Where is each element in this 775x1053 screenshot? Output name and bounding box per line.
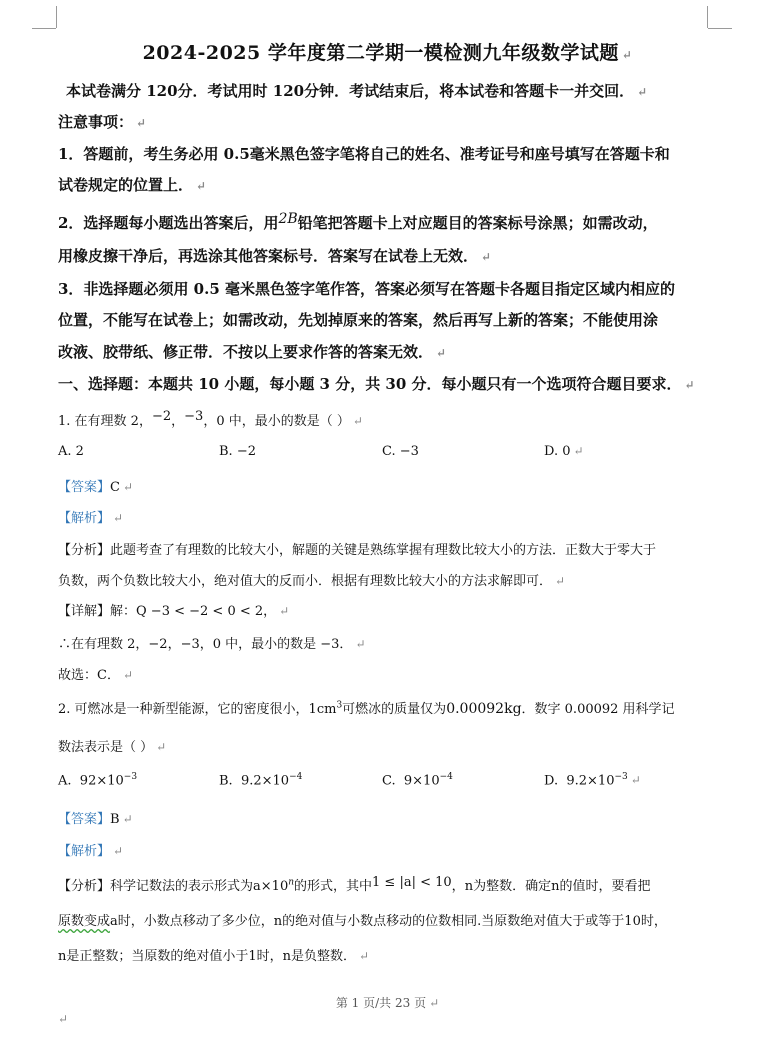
pencil-grade-symbol: 2B [278, 211, 298, 227]
crop-mark-top-left-vertical [56, 6, 57, 28]
page-title: 2024-2025 学年度第二学期一模检测九年级数学试题 ↵ [142, 42, 633, 64]
question-2-stem-line-2: 数法表示是（ ） ↵ [58, 740, 167, 755]
question-1-option-b: B. −2 [219, 444, 256, 459]
question-2-fenxi-line-3: n是正整数；当原数的绝对值小于1时，n是负整数． ↵ [58, 949, 370, 964]
question-2-stem-line-1: 2. 可燃冰是一种新型能源，它的密度很小，$1cm^3$可燃冰的质量仅为0.00092kg．数字 0.00092 用科学记 [58, 700, 675, 717]
trailing-paragraph-mark: ↵ [58, 1012, 69, 1026]
notice-2-line-2: 用橡皮擦干净后，再选涂其他答案标号．答案写在试卷上无效． ↵ [58, 247, 492, 265]
question-1-answer: 【答案】C ↵ [58, 480, 134, 495]
crop-mark-top-right [708, 28, 732, 29]
question-2-fenxi-line-2: 原数变成a时，小数点移动了多少位，n的绝对值与小数点移动的位数相同.当原数绝对值大于或等于10时， [58, 914, 667, 929]
question-2-answer: 【答案】B ↵ [58, 812, 133, 827]
question-2-option-c: C. $9\times 10^{-4}$ [382, 772, 453, 789]
notice-heading: 注意事项： ↵ [58, 113, 147, 131]
question-1-fenxi-line-1: 【分析】此题考查了有理数的比较大小，解题的关键是熟练掌握有理数比较大小的方法．正数大于零大于 [58, 543, 657, 558]
question-1-conclusion: 故选：C． ↵ [58, 668, 134, 683]
question-1-detail: 【详解】解：Q −3 < −2 < 0 < 2， ↵ [58, 604, 290, 619]
question-1-stem: 1. 在有理数 2，−2，−3，0 中，最小的数是（ ） ↵ [58, 409, 363, 429]
notice-3-line-2: 位置，不能写在试卷上；如需改动，先划掉原来的答案，然后再写上新的答案；不能使用涂 [58, 311, 659, 329]
question-2-fenxi-line-1: 【分析】科学记数法的表示形式为$a\times 10^n$的形式，其中1 ≤ |a| < 10，n为整数．确定n的值时，要看把 [58, 875, 651, 894]
question-1-therefore: ∴在有理数 2，−2，−3，0 中，最小的数是 −3． ↵ [58, 637, 366, 652]
question-1-option-d: D. 0 ↵ [544, 444, 584, 459]
intro-paragraph: 本试卷满分 120分．考试用时 120分钟．考试结束后，将本试卷和答题卡一并交回． ↵ [66, 82, 648, 100]
notice-1-line-1: 1．答题前，考生务必用 0.5毫米黑色签字笔将自己的姓名、准考证号和座号填写在答题卡和 [58, 145, 670, 163]
question-1-option-c: C. −3 [382, 444, 419, 459]
crop-mark-top-left [32, 28, 56, 29]
question-2-option-a: A. $92\times 10^{-3}$ [58, 772, 138, 789]
page-footer: 第 1 页/共 23 页 ↵ [335, 996, 440, 1010]
crop-mark-top-right-vertical [707, 6, 708, 28]
question-1-analysis-label: 【解析】 ↵ [58, 511, 124, 526]
question-2-option-d: D. $9.2\times 10^{-3}$ ↵ [544, 772, 641, 789]
notice-2-line-1: 2．选择题每小题选出答案后，用2B铅笔把答题卡上对应题目的答案标号涂黑；如需改动， [58, 211, 658, 232]
notice-3-line-1: 3．非选择题必须用 0.5 毫米黑色签字笔作答，答案必须写在答题卡各题目指定区域内相应的 [58, 280, 675, 298]
question-2-option-b: B. $9.2\times 10^{-4}$ [219, 772, 303, 789]
notice-1-line-2: 试卷规定的位置上． ↵ [58, 176, 207, 194]
notice-3-line-3: 改液、胶带纸、修正带．不按以上要求作答的答案无效． ↵ [58, 343, 447, 361]
question-2-analysis-label: 【解析】 ↵ [58, 844, 124, 859]
question-1-fenxi-line-2: 负数，两个负数比较大小，绝对值大的反而小．根据有理数比较大小的方法求解即可． ↵ [58, 574, 566, 589]
section-heading: 一、选择题：本题共 10 小题，每小题 3 分，共 30 分．每小题只有一个选项符合题目要求． ↵ [58, 375, 695, 393]
question-1-option-a: A. 2 [58, 444, 84, 459]
